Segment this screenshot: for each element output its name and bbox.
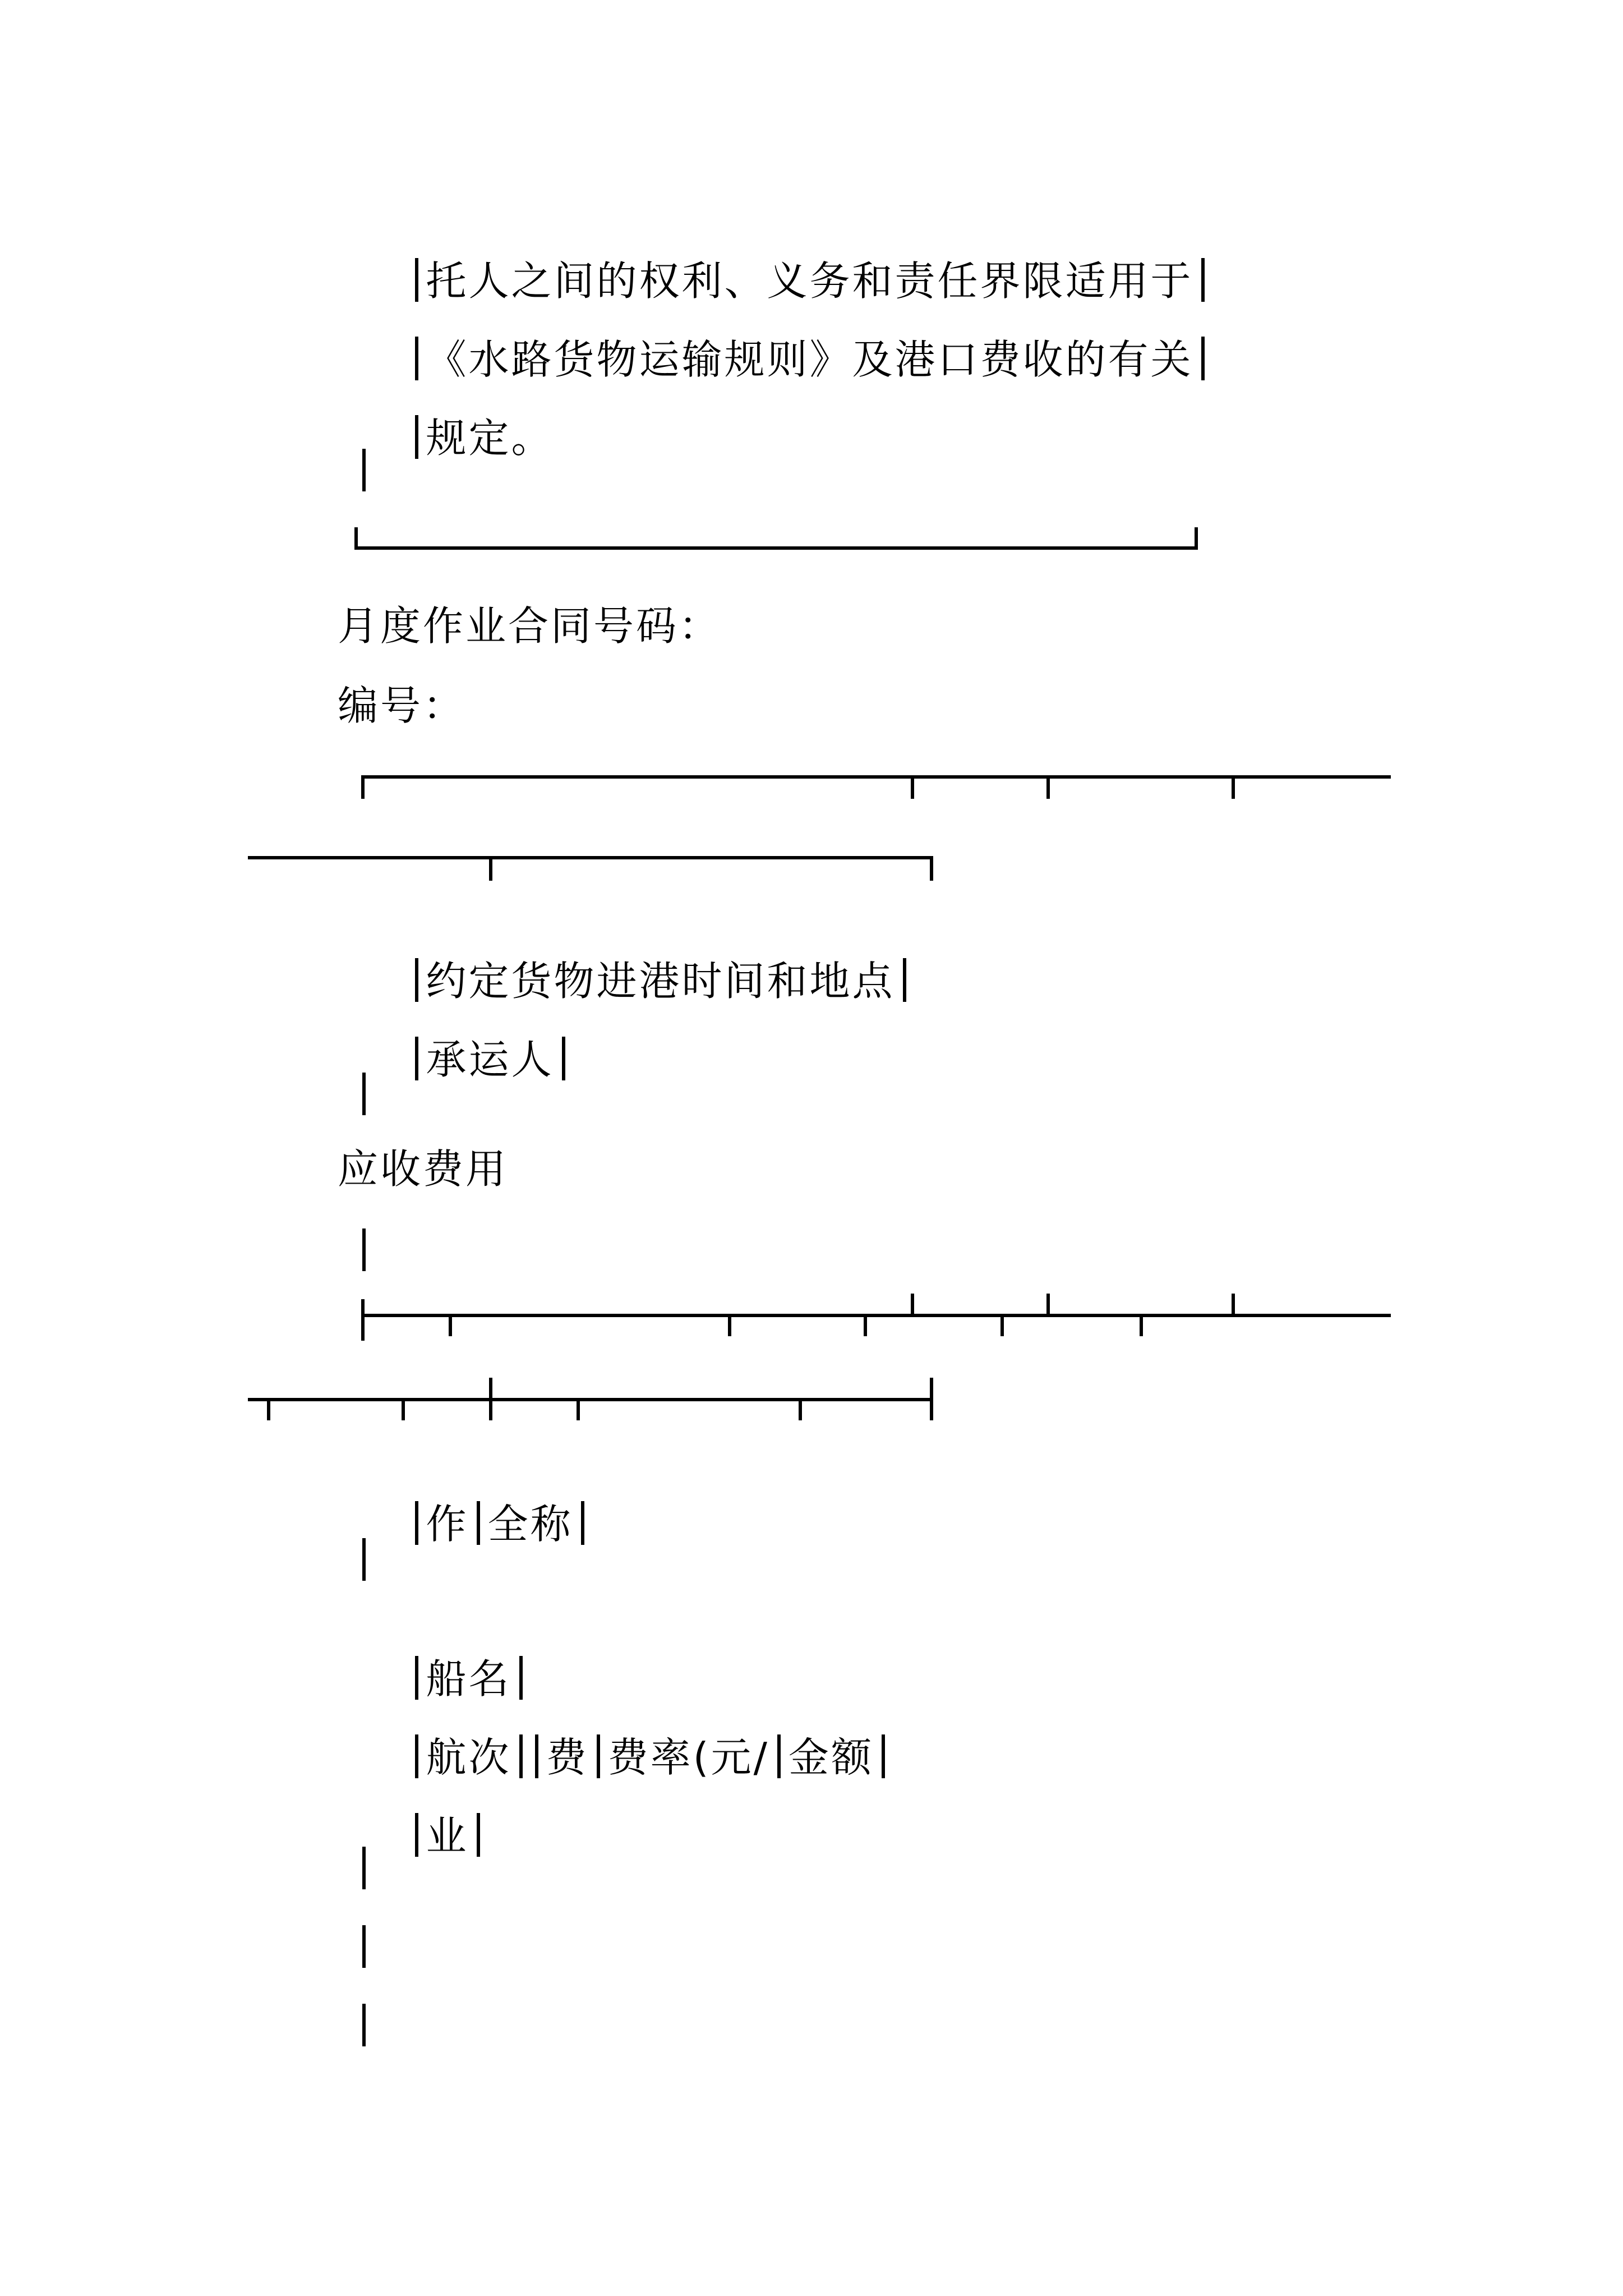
table-border	[777, 1734, 781, 1778]
contract-number-label: 月度作业合同号码：	[338, 602, 722, 650]
table-border	[477, 1501, 480, 1545]
table-border	[362, 2004, 366, 2046]
box1-bottom-rule	[354, 546, 1198, 550]
table-border	[415, 337, 418, 380]
table-border	[581, 1501, 584, 1545]
cell-ship-name: 船名	[426, 1655, 511, 1703]
table1-row-carrier	[354, 996, 573, 1121]
table-border	[477, 1813, 480, 1857]
table1-top-right-corner	[930, 856, 933, 881]
table2-tee-down	[1000, 1314, 1004, 1336]
table1-top-tee	[1046, 775, 1050, 799]
table-border	[597, 1734, 600, 1778]
table-border	[362, 1073, 366, 1115]
table-border	[362, 449, 366, 491]
table-border	[415, 958, 418, 1002]
table2-tee-down	[402, 1398, 405, 1420]
cell-carrier: 承运人	[426, 1036, 554, 1083]
serial-number-label: 编号：	[338, 682, 466, 729]
table2-row-operation	[354, 1461, 592, 1585]
table-border	[415, 415, 418, 459]
box1-bottom-right-corner	[1195, 527, 1198, 550]
table1-top-tee	[489, 856, 492, 881]
table-border	[519, 1734, 523, 1778]
table-border	[415, 258, 418, 302]
table-border	[562, 1037, 565, 1080]
box1-text-3: 规定。	[426, 415, 554, 462]
table2-tee-down	[449, 1314, 452, 1336]
box1-line-3	[354, 375, 554, 499]
cell-amount: 金额	[788, 1734, 874, 1781]
table2-tee-down	[267, 1398, 270, 1420]
cell-full-name: 全称	[487, 1501, 573, 1548]
table-border	[362, 1847, 366, 1889]
table2-cross	[489, 1378, 492, 1420]
table2-tee-down	[1140, 1314, 1143, 1336]
cell-ye: 业	[426, 1812, 469, 1860]
table1-top-rule	[361, 775, 1391, 779]
table2-tee-down	[799, 1398, 802, 1420]
table2-tee-up	[1046, 1294, 1050, 1317]
table-border	[882, 1734, 885, 1778]
table-border	[362, 1228, 366, 1271]
table-border	[415, 1656, 418, 1700]
table-border	[415, 1813, 418, 1857]
table-border	[415, 1501, 418, 1545]
table-border	[1201, 337, 1205, 380]
table1-top-left-corner	[361, 775, 365, 799]
cell-fee-rate: 费率(元/	[607, 1734, 769, 1781]
table2-row-business	[354, 1773, 488, 1897]
table-border	[903, 958, 906, 1002]
cell-zuo: 作	[426, 1501, 469, 1548]
table2-tee-up	[1232, 1294, 1235, 1317]
table-border	[535, 1734, 538, 1778]
table2-separator-rule-continued	[248, 1398, 933, 1401]
box1-text-1: 托人之间的权利、义务和责任界限适用于	[426, 257, 1193, 305]
table-border	[362, 1538, 366, 1581]
table2-tee-up	[911, 1294, 914, 1317]
table1-top-rule-continued	[248, 856, 933, 859]
table-border	[362, 1925, 366, 1968]
table-border	[415, 1734, 418, 1778]
table1-top-tee	[911, 775, 914, 799]
table2-right-tee	[930, 1378, 933, 1420]
table2-tee-down	[728, 1314, 731, 1336]
table-border	[415, 1037, 418, 1080]
receivable-fees-label: 应收费用	[338, 1145, 509, 1193]
box1-text-2: 《水路货物运输规则》及港口费收的有关	[426, 336, 1193, 383]
cell-delivery-time-place: 约定货物进港时间和地点	[426, 958, 895, 1005]
table2-tee-down	[577, 1398, 580, 1420]
table2-separator-rule	[361, 1314, 1391, 1317]
table2-tee-down	[864, 1314, 867, 1336]
cell-fee: 费	[546, 1734, 589, 1781]
table1-top-tee	[1232, 775, 1235, 799]
table2-left-tee	[361, 1299, 365, 1341]
cell-voyage: 航次	[426, 1734, 511, 1781]
table-border	[1201, 258, 1205, 302]
table-border	[519, 1656, 523, 1700]
